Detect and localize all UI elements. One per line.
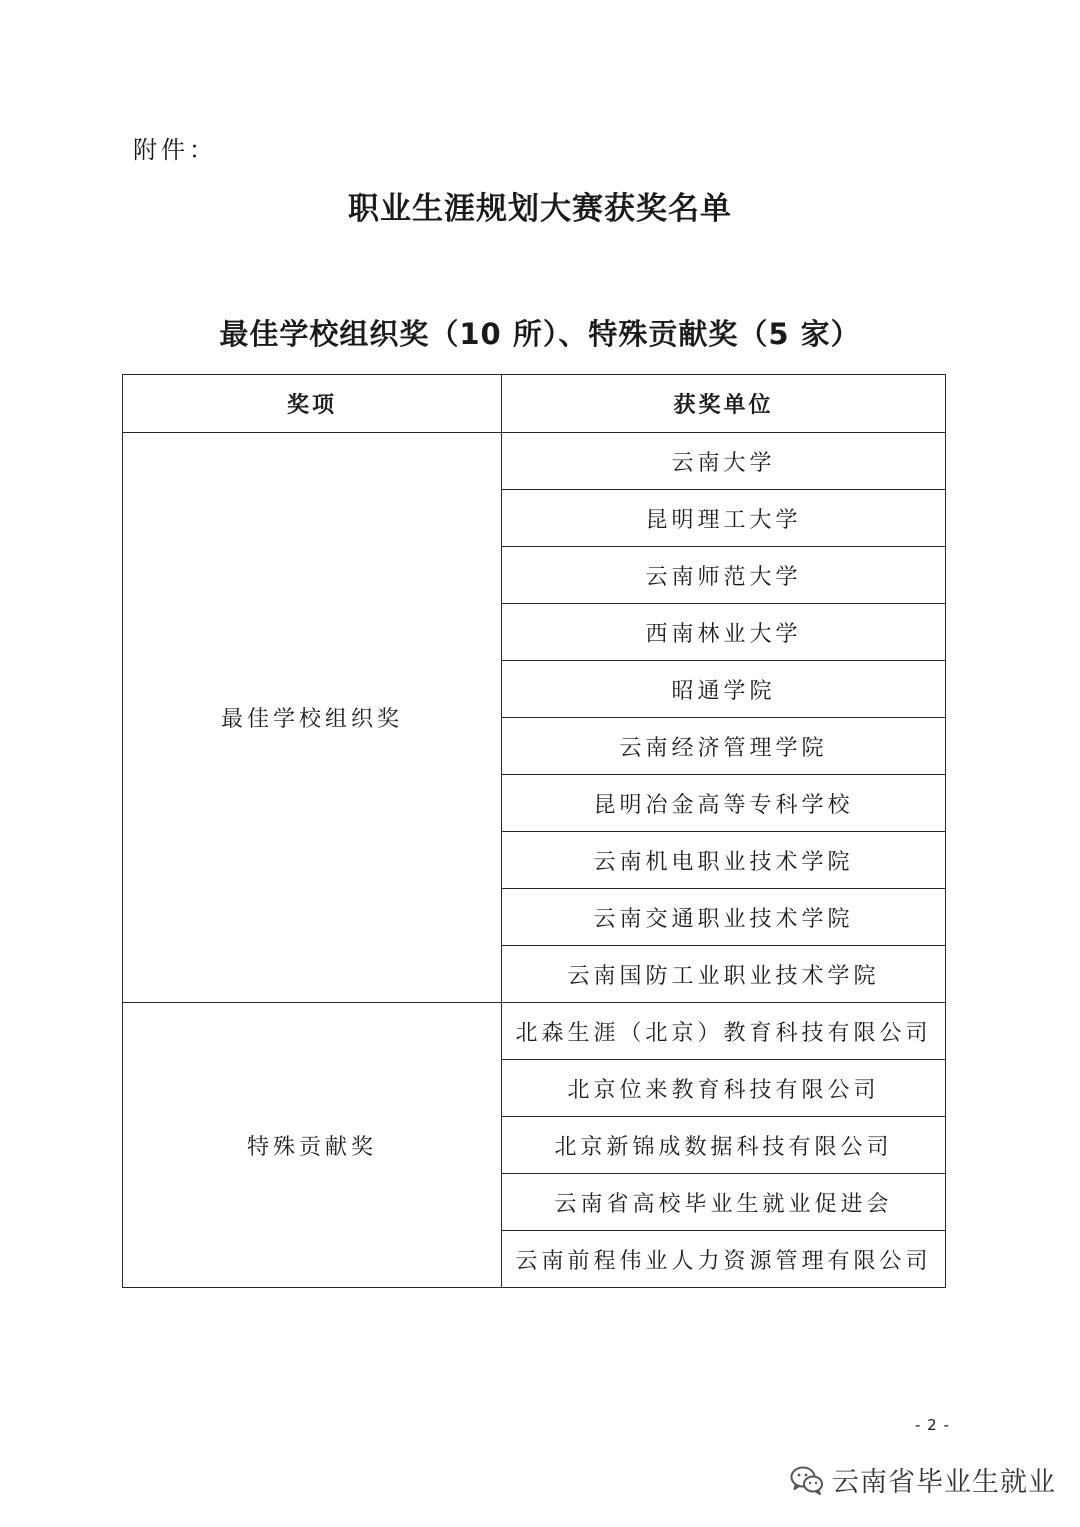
- account-name: 云南省毕业生就业: [832, 1467, 1056, 1498]
- awards-table: [122, 374, 946, 1288]
- winner-cell: 云南经济管理学院: [502, 718, 946, 775]
- winner-cell: 云南前程伟业人力资源管理有限公司: [502, 1231, 946, 1288]
- footer-watermark: [790, 1460, 1056, 1499]
- winner-cell: 昆明冶金高等专科学校: [502, 775, 946, 832]
- header-category: 奖项: [123, 375, 502, 433]
- winner-cell: 云南师范大学: [502, 547, 946, 604]
- category-cell: 最佳学校组织奖: [123, 433, 502, 1003]
- winner-cell: 昆明理工大学: [502, 490, 946, 547]
- header-winner: 获奖单位: [502, 375, 946, 433]
- winner-cell: 云南国防工业职业技术学院: [502, 946, 946, 1003]
- winner-cell: 西南林业大学: [502, 604, 946, 661]
- wechat-icon: [790, 1465, 824, 1495]
- winner-cell: 北森生涯（北京）教育科技有限公司: [502, 1003, 946, 1060]
- winner-cell: 北京新锦成数据科技有限公司: [502, 1117, 946, 1174]
- page-title: 职业生涯规划大赛获奖名单: [348, 191, 732, 227]
- table-header-row: [123, 375, 946, 433]
- winner-cell: 云南机电职业技术学院: [502, 832, 946, 889]
- winner-cell: 昭通学院: [502, 661, 946, 718]
- category-cell: 特殊贡献奖: [123, 1003, 502, 1288]
- winner-cell: 云南交通职业技术学院: [502, 889, 946, 946]
- winner-cell: 云南省高校毕业生就业促进会: [502, 1174, 946, 1231]
- table-row: [123, 1003, 946, 1060]
- winner-cell: 云南大学: [502, 433, 946, 490]
- attachment-label: 附件：: [133, 136, 217, 164]
- page-number: - 2 -: [915, 1416, 950, 1434]
- table-row: [123, 433, 946, 490]
- section-subtitle: 最佳学校组织奖（10 所）、特殊贡献奖（5 家）: [219, 317, 861, 351]
- winner-cell: 北京位来教育科技有限公司: [502, 1060, 946, 1117]
